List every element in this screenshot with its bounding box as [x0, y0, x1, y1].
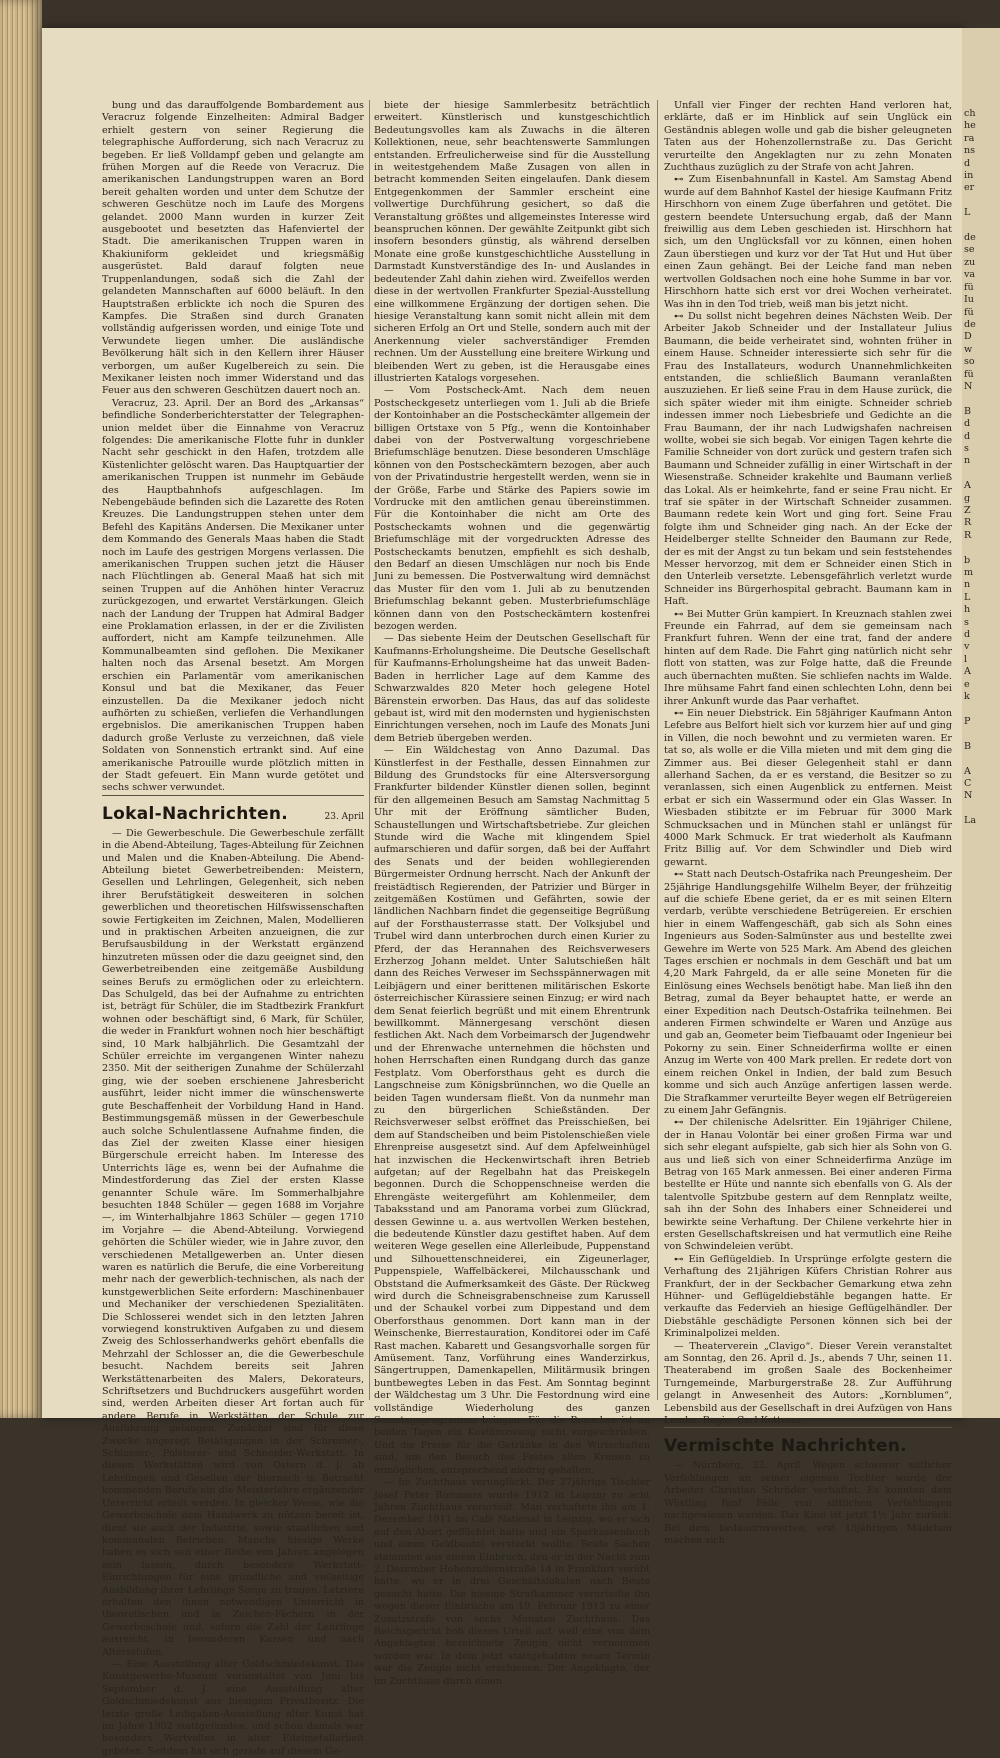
newspaper-page [42, 28, 962, 1757]
article-paragraph: — Die Gewerbeschule. Die Gewerbeschule zerfällt in die Abend-Abteilung, Tages-Abteilung für Zeichnen und Malen und die Knaben-Abteilung. Die Abend-Abteilung bietet Gewerbetreibenden: Meistern, Gesellen und Lehrlingen, Gelegenheit, sich neben ihrer Berufstätigkeit desweiteren in solchen gewerblichen und theoretischen Hilfswissenschaften sowie Fertigkeiten im Zeichnen, Malen, Modellieren und in praktischen Arbeiten anzueignen, die zur Berufsausbildung in der Werkstatt ergänzend hinzutreten müssen oder die dazu geeignet sind, den Gewerbetreibenden eine zeitgemäße Ausbildung seines Berufs zu ermöglichen oder zu erleichtern. Das Schulgeld, das bei der Aufnahme zu entrichten ist, beträgt für Schüler, die im Stadtbezirk Frankfurt wohnen oder beschäftigt sind, 6 Mark, für Schüler, die weder in Frankfurt wohnen noch hier beschäftigt sind, 10 Mark halbjährlich. Die Gesamtzahl der Schüler erreichte im vergangenen Winter nahezu 2350. Mit der seitherigen Zunahme der Schülerzahl ging, wie der soeben erschienene Jahresbericht ausführt, leider nicht immer die wünschenswerte gute Beschaffenheit der Vorbildung Hand in Hand. Bestimmungsgemäß müssen in der Gewerbeschule auch solche Schulentlassene Aufnahme finden, die das Ziel der zweiten Klasse einer hiesigen Bürgerschule erreicht haben. Im Interesse des Unterrichts läge es, wenn bei der Aufnahme die Mindestforderung das Ziel der ersten Klasse genannter Schule wäre. Im Sommerhalbjahre besuchten 1848 Schüler — gegen 1688 im Vorjahre —, im Winterhalbjahre 1863 Schüler — gegen 1710 im Vorjahre — die Abend-Abteilung. Vorwiegend gehörten die Schüler wieder, wie in Jahre zuvor, den verschiedenen Metallgewerben an. Unter diesen waren es natürlich die Berufe, die eine Vorbereitung mehr nach der gewerblich-technischen, als nach der kunstgewerblichen Seite erfordern: Maschinenbauer und Mechaniker der verschiedenen Spezialitäten. Die Schlosserei wendet sich in den letzten Jahren vorwiegend konstruktiven Aufgaben zu und diesem Zweig des Schlosserhandwerks gehört ebenfalls die Mehrzahl der Schlosser an, die die Gewerbeschule besucht. Nachdem bereits seit Jahren Werkstättenarbeiten des Malers, Dekorateurs, Schriftsetzers und Buchdruckers ausgeführt worden sind, werden Arbeiten dieser Art fortan auch für andere Berufe in Werkstätten der Schule zur Ausführung gelangen. Zunächst sind für diese Zwecke angeregt Betätigungen in der Schreiner-, Schlosser-, Polsterer- und Schneider-Werkstatt. In diesen Werkstätten wird von Ostern d. J. ab Lehrlingen und Gesellen der hiernach in Betracht kommenden Berufe ein die Meisterlehre ergänzender Unterricht erteilt werden. In gleicher Weise, wie die Gewerbeschule dem Handwerk zu nützen bereit ist, dient sie auch der Industrie, sowie staatlichen und kommunalen Betrieben. Manche hiesige Werke haben es sich seit einer Reihe von Jahren angelegen sein lassen, durch besondere Werkstatt-Einrichtungen für eine gründliche und vielseitige Ausbildung ihrer Lehrlinge Sorge zu tragen. Letztere erhalten den ihnen notwendigen Unterricht in theoretischen und in Zeichen-Fächern in der Gewerbeschule und, sofern die Zahl der Lehrlinge ausreicht, in besonderen Kursen und nach Altersstufen. [102, 827, 364, 1658]
article-paragraph: biete der hiesige Sammlerbesitz beträchtlich erweitert. Künstlerisch und kunstgeschichtlich Bedeutungsvolles kam als Zuwachs in die älteren Kollektionen, neue, sehr beachtenswerte Sammlungen entstanden. Erfreulicherweise sind für die Ausstellung in weitestgehendem Maße Zusagen von allen in betracht kommenden Seiten eingelaufen. Dank diesem Entgegenkommen der Sammler erscheint eine vollwertige Durchführung gesichert, so daß die Veranstaltung größtes und allgemeinstes Interesse wird beanspruchen können. Der gewählte Zeitpunkt gibt sich insofern besonders günstig, als während derselben Monate eine große kunstgeschichtliche Ausstellung in Darmstadt Kunstverständige des In- und Auslandes in bedeutender Zahl dahin ziehen wird. Zweifellos werden diese in der wertvollen Frankfurter Spezial-Ausstellung eine willkommene Ergänzung der dortigen sehen. Die hiesige Veranstaltung kann somit nicht allein mit dem sicheren Erfolg an Ort und Stelle, sondern auch mit der Anerkennung vieler sachverständiger Fremden rechnen. Um der Ausstellung eine breitere Wirkung und bleibenden Wert zu geben, ist die Herausgabe eines illustrierten Katalogs vorgesehen. [374, 100, 650, 384]
column-divider [369, 100, 370, 1400]
article-paragraph: ⊷ Du sollst nicht begehren deines Nächsten Weib. Der Arbeiter Jakob Schneider und der Installateur Julius Baumann, die beide verheiratet sind, wohnten früher in einem Hause. Schneider interessierte sich sehr für die Frau des Installateurs, wodurch Unannehmlichkeiten entstanden, die schließlich Baumann veranlaßten auszuziehen. Er ließ seine Frau in dem Hause zurück, die sich später wieder mit ihm einigte. Schneider schrieb indessen immer noch Liebesbriefe und Gedichte an die Frau Baumann, der ihr nach Ludwigshafen nachreisen wollte, wobei sie sich begab. Vor einigen Tagen kehrte die Familie Schneider von dort zurück und gestern trafen sich Baumann und Schneider zufällig in einer Wirtschaft in der Wiesenstraße. Schneider krakehlte und Baumann verließ das Lokal. Als er heimkehrte, fand er seine Frau nicht. Er traf sie später in der Wirtschaft Schneider zusammen. Baumann redete kein Wort und ging fort. Seine Frau folgte ihm und Schneider ging nach. An der Ecke der Heidelberger stellte Schneider den Baumann zur Rede, der es mit der Angst zu tun bekam und sein feststehendes Messer hervorzog, mit dem er Schneider einen Stich in den Unterleib versetzte. Lebensgefährlich verletzt wurde Schneider ins Bürgerhospital gebracht. Baumann kam in Haft. [664, 310, 952, 608]
article-paragraph: ⊷ Ein neuer Diebstrick. Ein 58jähriger Kaufmann Anton Lefebre aus Belfort hielt sich vor kurzem hier auf und ging in Villen, die noch bewohnt und zu vermieten waren. Er tat so, als wolle er die Villa mieten und mit dem ging die Zimmer aus. Bei dieser Gelegenheit stahl er dann allerhand Sachen, da er es verstand, die Besitzer so zu veranlassen, sich einen Augenblick zu entfernen. Meist erbat er sich ein Wassermund oder ein Glas Wasser. In Wiesbaden stibitzte er im Februar für 3000 Mark Schmucksachen und in München stahl er unlängst für 4000 Mark Schmuck. Er trat wiederholt als Kaufmann Fritz Billig auf. Vor dem Schwindler und Dieb wird gewarnt. [664, 707, 952, 868]
article-paragraph: — Das siebente Heim der Deutschen Gesellschaft für Kaufmanns-Erholungsheime. Die Deutsche Gesellschaft für Kaufmanns-Erholungsheime hat das unweit Baden-Baden in herrlicher Lage auf dem Kamme des Schwarzwaldes 820 Meter hoch gelegene Hotel Bärenstein erworben. Das Haus, das auf das solideste gebaut ist, wird mit den modernsten und hygienischsten Einrichtungen versehen, noch im Laufe des Monats Juni dem Betrieb übergeben werden. [374, 633, 650, 744]
column-2 [374, 100, 650, 1687]
article-paragraph: ⊷ Bei Mutter Grün kampiert. In Kreuznach stahlen zwei Freunde ein Fahrrad, auf dem sie gemeinsam nach Frankfurt fuhren. Wenn der eine trat, fand der andere hinten auf dem Rade. Die Fahrt ging natürlich nicht sehr flott von statten, was zur Folge hatte, daß die Freunde auch übernachten mußten. Sie schliefen nachts im Walde. Ihre mühsame Fahrt fand einen schlechten Lohn, denn bei ihrer Ankunft wurde das Paar verhaftet. [664, 608, 952, 707]
section-date: 23. April [324, 811, 364, 822]
section-header-lokal [102, 795, 364, 828]
article-paragraph: ⊷ Ein Geflügeldieb. In Ursprünge erfolgte gestern die Verhaftung des 21jährigen Küfers Christian Rohrer aus Frankfurt, der in der Seckbacher Gemarkung etwa zehn Hühner- und Geflügeldiebstähle begangen hatte. Er verkaufte das Federvieh an hiesige Geflügelhändler. Der Diebstähle geschädigte Personen können sich bei der Kriminalpolizei melden. [664, 1253, 952, 1340]
article-paragraph: ⊷ Der chilenische Adelsritter. Ein 19jähriger Chilene, der in Hanau Volontär bei einer großen Firma war und sich sehr elegant aufspielte, gab sich hier als Sohn von G. aus und ließ sich von einer Schneiderfirma Anzüge im Betrag von 165 Mark anmessen. Bei einer anderen Firma bestellte er Hüte und nannte sich ebenfalls von G. Als der talentvolle Spitzbube gestern auf dem Rennplatz weilte, sah ihn der Sohn des Inhabers einer Schneiderei und bewirkte seine Verhaftung. Der Chilene verkehrte hier in ersten Gesellschaftskreisen und hat vermutlich eine Reihe von Schwindeleien verübt. [664, 1117, 952, 1253]
column-3 [664, 100, 952, 1546]
section-header-vermischte [664, 1427, 952, 1460]
article-paragraph: — Ein Wäldchestag von Anno Dazumal. Das Künstlerfest in der Festhalle, dessen Einnahmen zur Bildung des Grundstocks für eine Altersversorgung Frankfurter bildender Künstler dienen sollen, beginnt für den allgemeinen Besuch am Samstag Nachmittag 5 Uhr mit der Eröffnung sämtlicher Buden, Schaustellungen und Wirtschaftsbetriebe. Zur gleichen Stunde wird die Wache mit klingendem Spiel aufmarschieren und dafür sorgen, daß bei der Auffahrt des Senats und der beiden wohllegierenden Bürgermeister Ordnung herrscht. Nach der Ankunft der freistädtisch Regierenden, der Patrizier und Bürger in zeitgemäßen Kostümen und Gefährten, sowie der ländlichen Nachbarn findet die gegenseitige Begrüßung auf der Forsthausterrasse statt. Der Volksjubel und Trubel wird dann unterbrochen durch einen Kurier zu Pferd, der das Herannahen des Reichsverwesers Erzherzog Johann meldet. Unter Salutschießen hält dann des Reiches Verweser im Sechsspännerwagen mit Leibjägern und einer berittenen militärischen Eskorte österreichischer Kürassiere seinen Einzug; er wird nach dem Senat feierlich begrüßt und mit einem Ehrentrunk bewillkommt. Männergesang verschönt diesen festlichen Akt. Nach dem Vorbeimarsch der Jugendwehr und der Ehrenwache unternehmen die höchsten und hohen Herrschaften einen Rundgang durch das ganze Festplatz. Vom Oberforsthaus geht es durch die Langschneise zum Königsbrünnchen, wo die Quelle an beiden Tagen wundersam fließt. Von da nunmehr man zu den bürgerlichen Schießständen. Der Reichsverweser selbst eröffnet das Preisschießen, bei dem auf Standscheiben und beim Pistolenschießen viele Ehrenpreise ausgesetzt sind. Auf dem Apfelweinhügel hat inzwischen die Heckenwirtschaft ihren Betrieb aufgetan; auf der Regelbahn hat das Preiskegeln begonnen. Durch die Schoppenschneise werden die Ehrengäste weitergeführt am Kohlenmeiler, dem Tabaksstand und am Panorama vorbei zum Glückrad, dessen Gewinne u. a. aus wertvollen Werken bestehen, die bedeutende Künstler dazu gestiftet haben. Auf dem weiteren Wege gesellen eine Allerleibude, Puppenstand und Silhouettenschneiderei, ein Zigeunerlager, Puppenspiele, Waffelbäckerei, Milchausschank und Obststand die Aufmerksamkeit des Gäste. Der Rückweg wird durch die Schneisgrabenschneise zum Karussell und der Schaukel vorbei zum Dippestand und dem Oberforsthaus genommen. Dort kann man in der Weinschenke, Bierrestauration, Konditorei oder im Café Rast machen. Kabarett und Gesangsvorhalle sorgen für Amüsement. Tanz, Vorführung eines Wanderzirkus, Sängertruppen, Damenkapellen, Militärmusik bringen buntbewegtes Leben in das Fest. Am Sonntag beginnt der Wäldchestag um 3 Uhr. Die Festordnung wird eine vollständige Wiederholung des ganzen Samstagsprogramms bringen. Für die Besucher ist an beiden Tagen ein Kostümzwang nicht vorgeschrieben. Und die Preise für die Getränke in den Wirtschaften sind, um den Besuch des Festes allen Kreisen zu ermöglichen, entsprechend niedrig gehalten. [374, 745, 650, 1476]
article-paragraph: ⊷ Zum Eisenbahnunfall in Kastel. Am Samstag Abend wurde auf dem Bahnhof Kastel der hiesige Kaufmann Fritz Hirschhorn von einem Zuge überfahren und getötet. Die gestern beendete Untersuchung ergab, daß der Mann freiwillig aus dem Leben geschieden ist. Hirschhorn hat sich, um den Unglücksfall vor zu können, einen hohen Zaun überstiegen und kurz vor der Tat Hut und Hut über einen Zaun gehängt. Bei der Leiche fand man neben wertvollen Goldsachen noch eine hohe Summe in bar vor. Hirschhorn hatte sich erst vor drei Wochen verheiratet. Was ihn in den Tod trieb, weiß man bis jetzt nicht. [664, 174, 952, 310]
article-paragraph: Veracruz, 23. April. Der an Bord des „Arkansas“ befindliche Sonderberichterstatter der Telegraphen-union meldet über die Einnahme von Veracruz folgendes: Die amerikanische Flotte fuhr in dunkler Nacht sehr geschickt in den Hafen, trotzdem alle Küstenlichter gelöscht waren. Das Hauptquartier der amerikanischen Truppen ist nunmehr im Gebäude des Hauptbahnhofs aufgeschlagen. Im Nebengebäude befinden sich die Lazarette des Roten Kreuzes. Die Landungstruppen stehen unter dem Befehl des Kapitäns Andersen. Die Mexikaner unter dem Kommando des Generals Maas haben die Stadt noch im Laufe des gestrigen Morgens verlassen. Die amerikanischen Truppen suchen jetzt die Häuser nach Flüchtlingen ab. General Maaß hat sich mit seinen Truppen auf die Anhöhen hinter Veracruz zurückgezogen, und erwartet Verstärkungen. Gleich nach der Landung der Truppen hat Admiral Badger eine Proklamation erlassen, in der er die Zivilisten auffordert, nicht am Kampfe teilzunehmen. Alle Kommunalbeamten sind geflohen. Die Mexikaner halten noch das Arsenal besetzt. Am Morgen erschien ein Parlamentär vom amerikanischen Konsul und bat die Mexikaner, das Feuer einzustellen. Da die Mexikaner jedoch nicht aufhörten zu schießen, verliefen die Verhandlungen ergebnislos. Die amerikanischen Truppen haben dadurch große Verluste zu verzeichnen, daß viele Soldaten von Sonnenstich ertrankt sind. Auf eine amerikanische Patrouille wurde plötzlich mitten in der Stadt gefeuert. Ein Mann wurde getötet und sechs schwer verwundet. [102, 397, 364, 794]
column-divider [657, 100, 658, 1400]
article-paragraph: — Eine Ausstellung alter Goldschmiedekunst. Das Kunstgewerbe-Museum veranstaltet von Juni bis September d. J. eine Ausstellung alter Goldschmiedekunst aus hiesigem Privatbesitz. Die letzte große Leihgaben-Ausstellung alter Kunst hat im Jahre 1902 stattgefunden, und schon damals war besonders Wertvolles in alter Edelmetallarbeit geboten. Seitdem hat sich gerade auf diesem Ge- [102, 1658, 364, 1757]
adjacent-page-edge [962, 28, 1000, 1418]
article-paragraph: — Vom Postscheck-Amt. Nach dem neuen Postscheckgesetz unterliegen vom 1. Juli ab die Briefe der Kontoinhaber an die Postscheckämter allgemein der billigen Ortstaxe von 5 Pfg., wenn die Kontoinhaber dabei von der Postverwaltung vorgeschriebene Briefumschläge benutzen. Diese besonderen Umschläge können von den Postscheckämtern bezogen, aber auch von der Privatindustrie hergestellt werden, wenn sie in der Größe, Farbe und Stärke des Papiers sowie im Vordrucke mit den amtlichen genau übereinstimmen. Für die Kontoinhaber die nicht am Orte des Postscheckamts wohnen und die gegenwärtig Briefumschläge mit der vorgedruckten Adresse des Postscheckamts benutzen, empfiehlt es sich deshalb, den Bedarf an diesen Umschlägen nur noch bis Ende Juni zu bemessen. Die Postverwaltung wird demnächst das Muster für den vom 1. Juli ab zu benutzenden Briefumschlag bekannt geben. Musterbriefumschläge können dann von den Postscheckämtern kostenfrei bezogen werden. [374, 385, 650, 633]
section-heading-vermischte: Vermischte Nachrichten. [664, 1436, 907, 1457]
article-paragraph: — Im Zuchthaus verunglückt. Der 27jährige Tischler Josef Peter Rommers wurde 1912 in Leipzig zu acht Jahren Zuchthaus verurteilt. Man verhaftete ihn am 1. Dezember 1911 im Café National in Leipzig, wo er sich auf den Abort geflüchtet hatte und ein Sparkassenbuch und einen Geldbeutel versteckt wollte. Beide Sachen stammten aus einem Einbruch, den er in der Nacht zum 2. Dezember Hohenzollernstraße 14 in Frankfurt verübt hatte, wo er in drei Geschäftslokalen nach Beute gesucht hatte. Die hiesige Strafkammer verurteilte ihn wegen dieser Einbrüche am 19. Februar 1913 zu einer Zusatzstrafe von sechs Monaten Zuchthaus. Das Reichsgericht hob dieses Urteil auf, weil eine von dem Angeklagten bezeichnete Zeugin nicht vernommen worden war. In dem jetzt stattgehabten neuen Termin war die Zeugin nicht erschienen. Der Angeklagte, der im Zuchthaus durch einen [374, 1477, 650, 1687]
adjacent-page-text: ch he ra ns d in er L de se zu va fü Iu fü de D w so fü N B d d s n A g Z R R b m n L h s d v l A e k P B A C N La [964, 108, 977, 827]
book-page-edges [0, 0, 42, 1418]
article-paragraph: — Nürnberg, 22. April. Wegen schwerer sittlicher Verfehlungen an seiner eigenen Tochter wurde der Arbeiter Christian Schröder verhaftet. Es konnten dem Wüstling fünf Fälle von sittlichen Verfehlungen nachgewiesen werden. Das Kind ist jetzt 1½ Jahr zurück. Bei dem bedauernswerten, erst 15jährigen Mädchen machen sich [664, 1460, 952, 1546]
column-1 [102, 100, 364, 1757]
section-heading-lokal: Lokal-Nachrichten. [102, 803, 289, 824]
article-paragraph: bung und das darauffolgende Bombardement aus Veracruz folgende Einzelheiten: Admiral Badger erhielt gestern von seiner Regierung die telegraphische Aufforderung, sich nach Veracruz zu begeben. Er ließ Volldampf geben und gelangte am frühen Morgen auf die Reede von Veracruz. Die amerikanischen Landungstruppen waren an Bord bereit gehalten worden und unter dem Schutze der schweren Geschütze noch im Laufe des Morgens gelandet. 2000 Mann wurden in kurzer Zeit ausgebootet und besetzten das Hafenviertel der Stadt. Die amerikanischen Truppen waren in Khakiuniform gekleidet und kriegsmäßig ausgerüstet. Bald darauf folgten neue Truppenlandungen, sodaß sich die Zahl der gelandeten Mannschaften auf 6000 beläuft. In den Hauptstraßen erblickte ich noch die Spuren des Kampfes. Die Straßen sind durch Granaten vollständig aufgerissen worden, und einige Tote und Verwundete liegen umher. Die ausländische Bevölkerung hält sich in den Kellern ihrer Häuser verborgen, um außer Kugelbereich zu sein. Die Mexikaner leisten noch immer Widerstand und das Feuer aus den schweren Geschützen dauert noch an. [102, 100, 364, 397]
article-paragraph: ⊷ Statt nach Deutsch-Ostafrika nach Preungesheim. Der 25jährige Handlungsgehilfe Wilhelm Beyer, der frühzeitig auf die schiefe Ebene geriet, da er es mit seinen Eltern verdarb, verübte verschiedene Betrügereien. Er erschien hier in einem Waffengeschäft, gab sich als Sohn eines Ingenieurs aus Soden-Salmünster aus und bestellte zwei Gewehre im Werte von 525 Mark. Am Abend des gleichen Tages erschien er nochmals in dem Geschäft und bat um 4,20 Mark Fahrgeld, da er alle seine Moneten für die Einlösung eines Wechsels benötigt habe. Man ließ ihn den Betrag, zumal da Beyer behauptet hatte, er werde an einer Expedition nach Deutsch-Ostafrika teilnehmen. Bei anderen Firmen schwindelte er Waren und Anzüge aus und gab an, Geometer beim Tiefbauamt oder Ingenieur bei Pokorny zu sein. Einer Schneiderfirma wollte er einen Anzug im Werte von 400 Mark prellen. Er redete dort von einem reichen Onkel in Indien, der bald zum Besuch komme und sich auch Anzüge anfertigen lassen werde. Die Strafkammer verurteilte Beyer wegen elf Betrügereien zu einem Jahr Gefängnis. [664, 869, 952, 1116]
article-paragraph: Unfall vier Finger der rechten Hand verloren hat, erklärte, daß er im Hinblick auf sein Unglück ein Geständnis ablegen wolle und gab die bisher geleugneten Taten aus der Hohenzollernstraße zu. Das Gericht verurteilte den Angeklagten nur zu zehn Monaten Zuchthaus zuzüglich zu der Strafe von acht Jahren. [664, 100, 952, 174]
article-paragraph: — Theaterverein „Clavigo“. Dieser Verein veranstaltet am Sonntag, den 26. April d. Js., abends 7 Uhr, seinen 11. Theaterabend im großen Saale des Bockenheimer Turngemeinde, Marburgerstraße 28. Zur Aufführung gelangt in Anwesenheit des Autors: „Kornblumen“, Lebensbild aus der Gesellschaft in drei Aufzügen von Hans Lemke. Regie: Carl Ketterer. [664, 1340, 952, 1427]
